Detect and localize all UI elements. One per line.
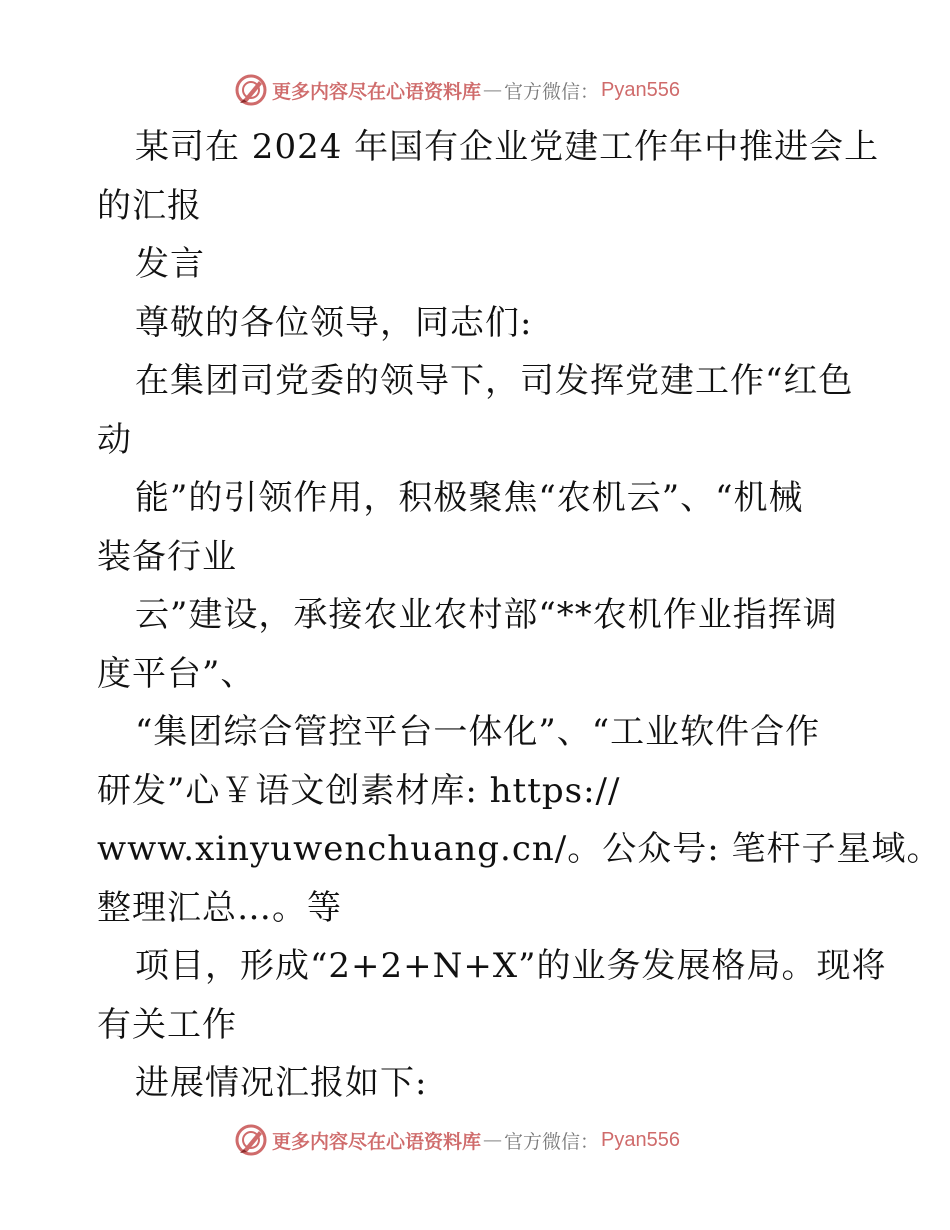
body-line: 在集团司党委的领导下，司发挥党建工作“红色 bbox=[135, 361, 854, 401]
body-line: 项目，形成“2+2+N+X”的业务发展格局。现将 bbox=[135, 946, 887, 986]
body-line: 有关工作 bbox=[97, 1004, 237, 1045]
footer-banner bbox=[234, 1122, 680, 1158]
body-line-title-3: 发言 bbox=[135, 244, 205, 284]
header-banner bbox=[234, 72, 680, 108]
body-line-salutation: 尊敬的各位领导，同志们: bbox=[135, 302, 533, 343]
body-line: 能”的引领作用，积极聚焦“农机云”、“机械 bbox=[135, 478, 804, 518]
footer-wechat-label: 官方微信： bbox=[504, 1130, 600, 1153]
body-line: 进展情况汇报如下: bbox=[135, 1063, 428, 1103]
header-brand-text: 更多内容尽在心语资料库 bbox=[272, 80, 482, 103]
body-line-title-2: 的汇报 bbox=[97, 185, 202, 226]
body-line: www.xinyuwenchuang.cn/。公众号: 笔杆子星域。 bbox=[97, 829, 942, 869]
header-wechat-label: 官方微信： bbox=[504, 80, 600, 103]
body-line: 整理汇总…。等 bbox=[97, 887, 342, 928]
header-separator: — bbox=[483, 79, 503, 101]
header-wechat-id: Pyan556 bbox=[601, 78, 680, 101]
pen-nib-seal-icon bbox=[234, 1123, 268, 1157]
body-line: 度平台”、 bbox=[97, 653, 256, 694]
body-line: 动 bbox=[97, 419, 132, 460]
document-body bbox=[97, 118, 942, 1113]
body-line-title-1: 某司在 2024 年国有企业党建工作年中推进会上 bbox=[135, 127, 880, 167]
pen-nib-seal-icon bbox=[234, 73, 268, 107]
body-line: “集团综合管控平台一体化”、“工业软件合作 bbox=[135, 712, 821, 752]
body-line: 装备行业 bbox=[97, 536, 237, 577]
body-line: 云”建设，承接农业农村部“**农机作业指挥调 bbox=[135, 595, 838, 635]
footer-wechat-id: Pyan556 bbox=[601, 1128, 680, 1151]
footer-brand-text: 更多内容尽在心语资料库 bbox=[272, 1130, 482, 1153]
footer-separator: — bbox=[483, 1129, 503, 1151]
body-line: 研发”心￥语文创素材库: https:// bbox=[97, 770, 621, 811]
